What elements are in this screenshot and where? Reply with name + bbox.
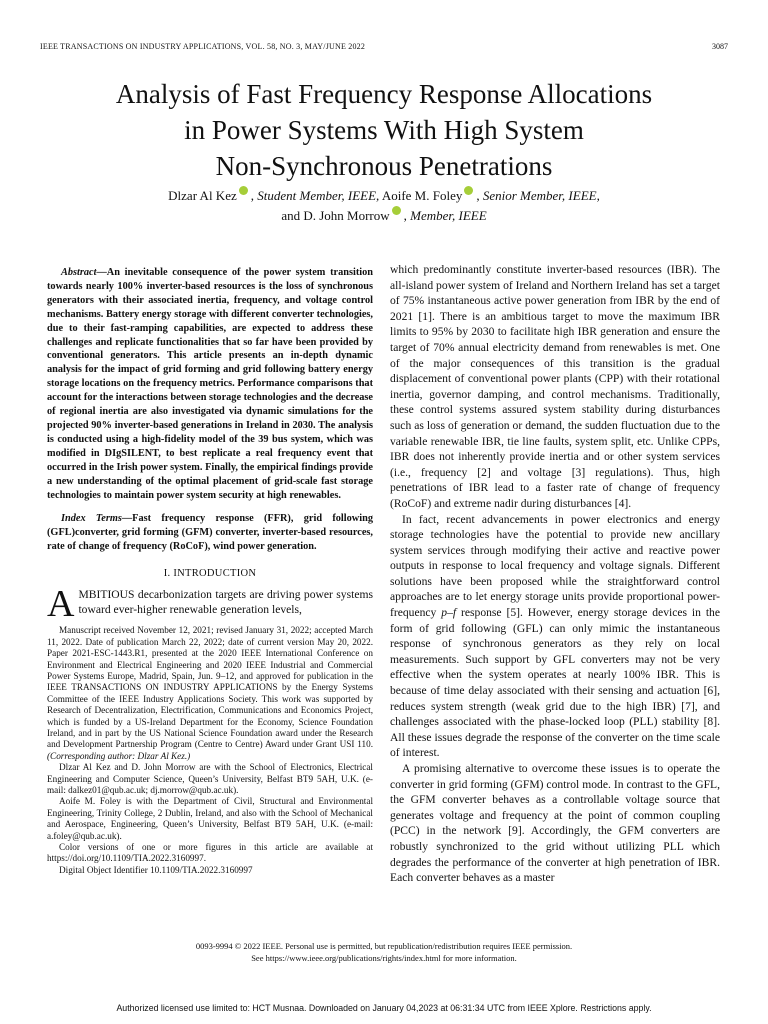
dropcap: A xyxy=(47,583,75,626)
orcid-icon[interactable] xyxy=(464,186,473,195)
footnote-doi: Digital Object Identifier 10.1109/TIA.2022.3160997 xyxy=(59,864,253,875)
title-line-3: Non-Synchronous Penetrations xyxy=(215,151,553,181)
footnote-affiliation-2: Aoife M. Foley is with the Department of Civil, Structural and Environmental Engineering, Trinity College, 2 Dublin, Ireland, and also with the School of Mechanical and Aerospace, Engineering, Queen’s University, Belfast BT9 5AH, U.K. (e-mail: a.foley@qub.ac.uk). xyxy=(47,796,373,841)
footnote-affiliation-1: Dlzar Al Kez and D. John Morrow are with the School of Electronics, Electrical Engineering and Computer Science, Queen’s University, Belfast BT9 5AH, U.K. (e-mail: dalkez01@qub.ac.uk; dj.morrow@qub.ac.uk). xyxy=(47,762,373,796)
copyright-line: 0093-9994 © 2022 IEEE. Personal use is permitted, but republication/redistribution requires IEEE permission. xyxy=(195,941,573,951)
abstract-text: —An inevitable consequence of the power system transition towards nearly 100% inverter-based resources is the loss of synchronous generators with their associated inertia, frequency, and voltage control mechanisms. Battery energy storage with different converter technologies, due to their fast-ramping capabilities, are expected to address these challenges and replicate functionalities that so far have been provided by conventional generators. This article presents an in-depth dynamic analysis for the impact of grid forming and grid following battery energy storage locations on the frequency metrics. Performance comparisons that account for the interactions between storage technologies and the decrease of regional inertia are also investigated via dynamic simulations for the projected 90% inverter-based generations in Ireland in 2030. The analysis is conducted using a high-fidelity model of the 39 bus system, which was modified in DIgSILENT, to best replicate a real frequency event that occurred in the Irish power system. Finally, the empirical findings provide a new understanding of the optimal placement of grid-scale fast storage technologies to maintain power system security at high renewables. xyxy=(47,267,373,501)
footnote-color-versions: Color versions of one or more figures in this article are available at https://doi.org/10.1109/TIA.2022.3160997. xyxy=(47,842,373,864)
footnotes xyxy=(47,625,373,876)
rights-link-line: See https://www.ieee.org/publications/rights/index.html for more information. xyxy=(251,953,517,963)
author-line-1: Dlzar Al Kez , Student Member, IEEE, Aoife M. Foley , Senior Member, IEEE, xyxy=(168,188,600,203)
paper-title xyxy=(40,76,728,184)
abstract-label: Abstract xyxy=(61,267,97,278)
author-name: Dlzar Al Kez xyxy=(168,188,237,203)
copyright-footer xyxy=(40,940,728,964)
body-paragraph-1: which predominantly constitute inverter-based resources (IBR). The all-island power system of Ireland and Northern Ireland has set a target of 75% instantaneous active power generation from IBR by the end of 2021 [1]. There is an ambitious target to move the maximum IBR limits to 95% by 2030 to facilitate high IBR generation and ensure the target of 70% annual electricity demand from renewables is met. One of the major consequences of this transition is the gradual displacement of conventional power plants (CPP) with their rotational inertia, governor damping, and control mechanisms. Traditionally, these control systems assured system stability during disturbances such as loss of generation or demand, the sudden fluctuation due to the variable renewable IBR, tie line faults, system split, etc. Unlike CPPs, IBR does not inherently provide inertia and or other system services (i.e., frequency [2] and voltage [3] regulations). Thus, high penetrations of IBR lead to a faster rate of change of frequency (RoCoF) and extreme nadir during disturbances [4]. xyxy=(390,263,720,510)
intro-paragraph xyxy=(47,583,373,626)
section-heading: I. INTRODUCTION xyxy=(163,568,257,580)
body-paragraph-3: A promising alternative to overcome these issues is to operate the converter in grid forming (GFM) control mode. In contrast to the GFL, the GFM converter behaves as a controllable voltage source that generates voltage and frequency at the point of common coupling (PCC) in the network [9]. Accordingly, the GFM converters are robustly synchronized to the grid without utilizing PLL which degrades the performance of the converter at high penetration of IBR. Each converter behaves as a master xyxy=(390,762,720,885)
author-list xyxy=(40,186,728,226)
index-terms xyxy=(47,512,373,554)
journal-header: IEEE TRANSACTIONS ON INDUSTRY APPLICATIONS, VOL. 58, NO. 3, MAY/JUNE 2022 xyxy=(40,42,366,51)
lead-word: MBITIOUS xyxy=(78,588,135,602)
left-column xyxy=(47,266,373,876)
author-role: Senior Member, IEEE, xyxy=(482,188,600,203)
intro-text: decarbonization targets are driving power systems toward ever-higher renewable generation levels, xyxy=(78,588,373,617)
footnote-manuscript: Manuscript received November 12, 2021; revised January 31, 2022; accepted March 11, 2022. Date of publication March 22, 2022; date of current version May 20, 2022. Paper 2021-ESC-1443.R1, presented at the 2020 IEEE International Conference on Environment and Electrical Engineering and 2020 IEEE Industrial and Commercial Power Systems Europe, Madrid, Spain, Jun. 9–12, and approved for publication in the IEEE TRANSACTIONS ON INDUSTRY APPLICATIONS by the Energy Systems Committee of the IEEE Industry Applications Society. This work was supported by Research of Decentralization, Electrification, Communications and Economics Project, which is funded by a US-Ireland Department for the Economy, Science Foundation Ireland, and in part by the US National Science Foundation award under the Research and Development Partnership Program (Centre to Centre) Award under Grant USI 110. (Corresponding author: Dlzar Al Kez.) xyxy=(47,625,373,761)
author-name: Aoife M. Foley xyxy=(381,188,463,203)
author-role: Student Member, IEEE, xyxy=(257,188,380,203)
abstract xyxy=(47,266,373,502)
corresponding-author: (Corresponding author: Dlzar Al Kez.) xyxy=(47,750,191,761)
title-line-1: Analysis of Fast Frequency Response Allocations xyxy=(115,79,653,109)
page-number: 3087 xyxy=(712,42,728,51)
body-paragraph-2: In fact, recent advancements in power electronics and energy storage technologies have the potential to provide new ancillary system services through modifying their active and reactive power outputs in response to local frequency and voltage signals. Different solutions have been proposed while the straightforward control approaches are to let energy storage units provide proportional power-frequency p–f response [5]. However, energy storage devices in the form of grid following (GFL) can only mimic the instantaneous response of synchronous generators as they rely on local measurements. Such support by GFL converters may not be very effective when the system operates at nearly 100% IBR. This is because of time delay associated with their sensing and actuation [6], reduces system strength (weak grid due to the high IBR) [7], and challenges associated with the phase-locked loop (PLL) stability [8]. All these issues degrade the response of the converter on the time scale of interest. xyxy=(390,512,721,760)
author-name: and D. John Morrow xyxy=(281,208,390,223)
orcid-icon[interactable] xyxy=(392,206,401,215)
orcid-icon[interactable] xyxy=(239,186,248,195)
right-column xyxy=(390,262,720,886)
license-notice: Authorized licensed use limited to: HCT Musnaa. Downloaded on January 04,2023 at 06:31:34 UTC from IEEE Xplore. Restrictions apply. xyxy=(116,1003,652,1013)
index-terms-label: Index Terms xyxy=(61,513,122,525)
author-line-2: and D. John Morrow , Member, IEEE xyxy=(281,208,487,223)
author-role: Member, IEEE xyxy=(410,208,487,223)
title-line-2: in Power Systems With High System xyxy=(184,115,584,145)
index-terms-text: —Fast frequency response (FFR), grid following (GFL)converter, grid forming (GFM) converter, inverter-based resources, rate of change of frequency (RoCoF), wind power generation. xyxy=(47,513,373,553)
